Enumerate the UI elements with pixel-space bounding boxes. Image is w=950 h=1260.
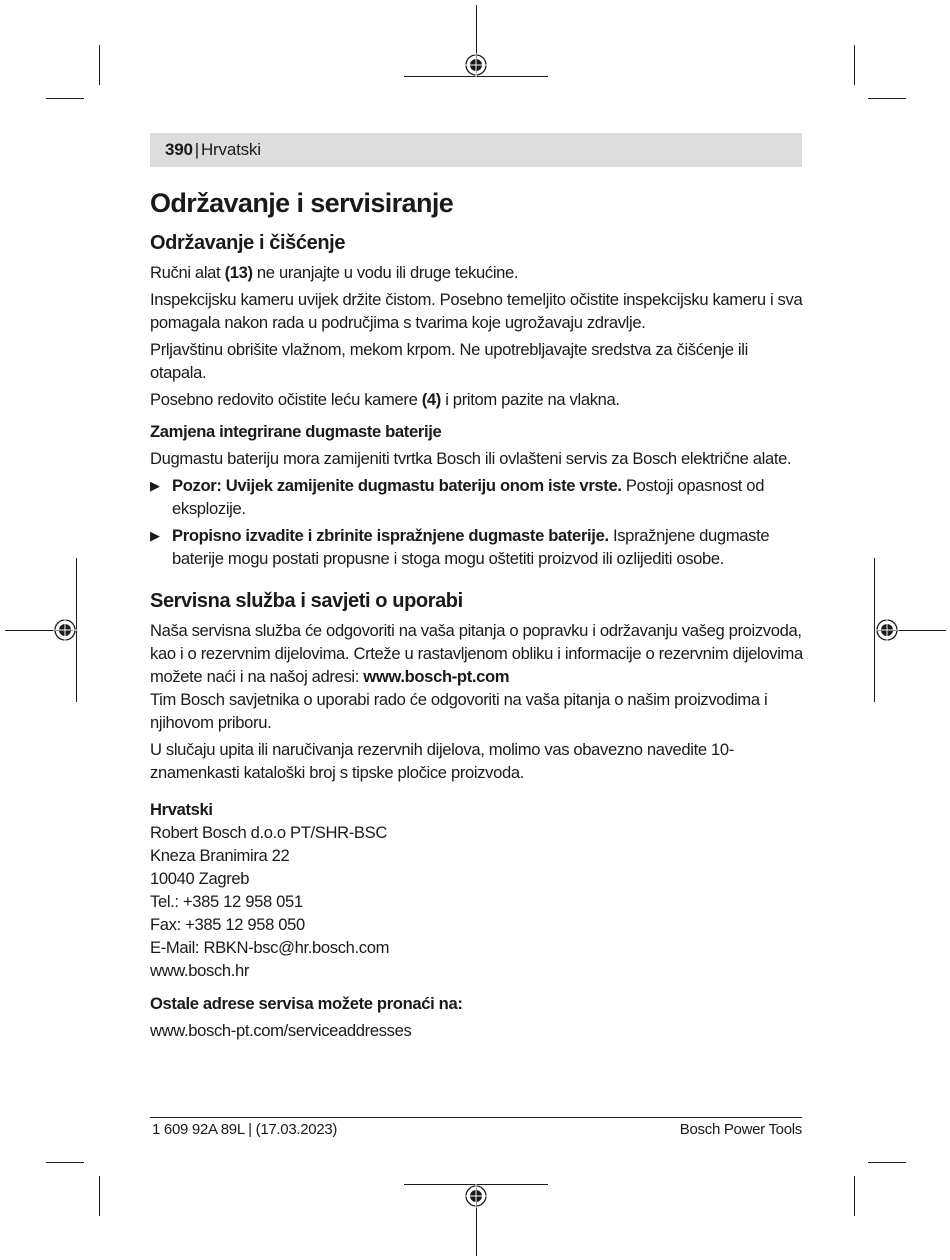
warning-text: Postoji opasnost od eksplozije.: [172, 476, 765, 518]
contact-fax: Fax: +385 12 958 050: [150, 915, 305, 934]
registration-mark-icon: [464, 53, 488, 77]
header-separator: |: [194, 140, 199, 159]
footer-brand: Bosch Power Tools: [679, 1121, 802, 1138]
reference-number: (13): [224, 263, 253, 282]
triangle-bullet-icon: ▶: [150, 478, 160, 493]
crop-mark: [99, 45, 100, 85]
contact-company: Robert Bosch d.o.o PT/SHR-BSC: [150, 823, 388, 842]
header-language: Hrvatski: [200, 140, 261, 159]
paragraph: Tim Bosch savjetnika o uporabi rado će odgovoriti na vaša pitanja o našim proizvodima i njihovom priboru.: [150, 690, 768, 732]
page-title: Održavanje i servisiranje: [150, 188, 454, 218]
crop-mark: [854, 45, 855, 85]
text-run: Posebno redovito očistite leću kamere: [150, 390, 422, 409]
crop-mark: [868, 98, 906, 99]
page-footer: [152, 1120, 802, 1140]
section-heading-maintenance: Održavanje i čišćenje: [150, 232, 346, 254]
crop-mark: [854, 1176, 855, 1216]
warning-emphasis: Pozor: Uvijek zamijenite dugmastu bateriju onom iste vrste.: [172, 476, 622, 495]
registration-mark-icon: [53, 618, 77, 642]
crop-mark: [868, 1162, 906, 1163]
website-link[interactable]: www.bosch-pt.com: [363, 667, 510, 686]
contact-country: Hrvatski: [150, 800, 213, 819]
warning-item: [150, 524, 804, 570]
footer-document-id: 1 609 92A 89L | (17.03.2023): [152, 1121, 338, 1138]
contact-block: [150, 798, 804, 982]
subsection-heading-battery: Zamjena integrirane dugmaste baterije: [150, 422, 442, 441]
warning-text: Ispražnjene dugmaste baterije mogu postati propusne i stoga mogu oštetiti proizvod ili ozlijediti osobe.: [172, 526, 770, 568]
triangle-bullet-icon: ▶: [150, 528, 160, 543]
crop-mark: [46, 98, 84, 99]
text-run: ne uranjajte u vodu ili druge tekućine.: [252, 263, 519, 282]
paragraph: [150, 261, 804, 284]
registration-mark-icon: [875, 618, 899, 642]
other-addresses-heading: Ostale adrese servisa možete pronaći na:: [150, 994, 463, 1013]
service-addresses-link[interactable]: www.bosch-pt.com/serviceaddresses: [150, 1021, 412, 1040]
page-number: 390: [165, 140, 193, 159]
reference-number: (4): [421, 390, 441, 409]
contact-website[interactable]: www.bosch.hr: [150, 961, 250, 980]
text-run: Naša servisna služba će odgovoriti na vaša pitanja o popravku i održavanju vašeg proizvoda, kao i o rezervnim dijelovima. Crteže u rastavljenom obliku i informacije o rezervnim dijelovima možete naći i na našoj adresi:: [150, 621, 803, 686]
page-content: [150, 180, 804, 1042]
crop-mark: [99, 1176, 100, 1216]
crop-mark: [46, 1162, 84, 1163]
warning-item: [150, 474, 804, 520]
text-run: Ručni alat: [150, 263, 225, 282]
contact-email[interactable]: E-Mail: RBKN-bsc@hr.bosch.com: [150, 938, 390, 957]
paragraph: Prljavštinu obrišite vlažnom, mekom krpom. Ne upotrebljavajte sredstva za čišćenje ili otapala.: [150, 340, 748, 382]
registration-mark-icon: [464, 1184, 488, 1208]
text-run: i pritom pazite na vlakna.: [440, 390, 620, 409]
footer-divider: [150, 1117, 802, 1118]
section-heading-service: Servisna služba i savjeti o uporabi: [150, 590, 463, 612]
paragraph: [150, 619, 804, 688]
paragraph: Dugmastu bateriju mora zamijeniti tvrtka Bosch ili ovlašteni servis za Bosch električne alate.: [150, 449, 792, 468]
contact-street: Kneza Branimira 22: [150, 846, 290, 865]
paragraph: Inspekcijsku kameru uvijek držite čistom. Posebno temeljito očistite inspekcijsku kameru i sva pomagala nakon rada u područjima s tvarima koje ugrožavaju zdravlje.: [150, 290, 803, 332]
page-header: [150, 133, 802, 167]
contact-city: 10040 Zagreb: [150, 869, 250, 888]
warning-emphasis: Propisno izvadite i zbrinite ispražnjene dugmaste baterije.: [172, 526, 609, 545]
paragraph: [150, 388, 804, 411]
contact-phone: Tel.: +385 12 958 051: [150, 892, 303, 911]
paragraph: U slučaju upita ili naručivanja rezervnih dijelova, molimo vas obavezno navedite 10-znamenkasti kataloški broj s tipske pločice proizvoda.: [150, 740, 734, 782]
